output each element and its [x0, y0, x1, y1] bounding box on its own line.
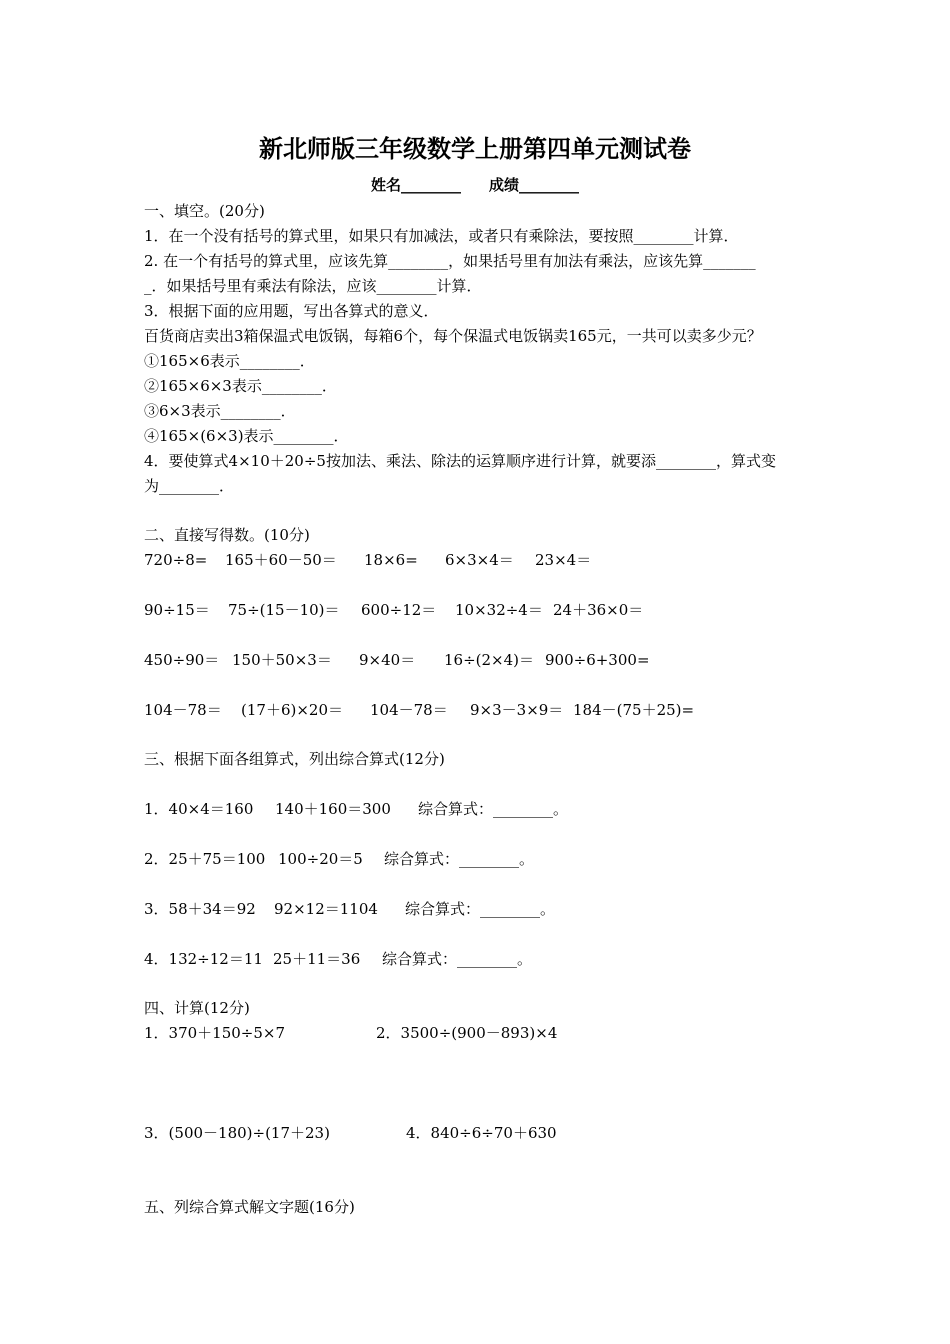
combined-step-2: 100÷20＝5 [278, 850, 363, 868]
combined-step-1: 3．58＋34＝92 [144, 900, 256, 918]
oral-calc: 9×40＝ [359, 651, 416, 669]
oral-calc: 90÷15＝ [144, 601, 210, 619]
section4-heading: 四、计算(12分) [144, 999, 250, 1017]
fill-question-1: 1．在一个没有括号的算式里，如果只有加减法，或者只有乘除法，要按照________计算． [144, 227, 739, 245]
combined-answer: 综合算式：________。 [382, 950, 533, 968]
oral-calc: 900÷6+300= [545, 651, 650, 669]
meaning-item-4: ④165×(6×3)表示________． [144, 427, 349, 445]
student-info [0, 175, 950, 195]
oral-calc: 18×6= [364, 551, 418, 569]
fill-question-2b: _．如果括号里有乘法有除法，应该________计算． [144, 277, 482, 295]
fill-question-4a: 4．要使算式4×10＋20÷5按加法、乘法、除法的运算顺序进行计算，就要添________，算式变 [144, 452, 776, 470]
oral-calc: 600÷12＝ [361, 601, 437, 619]
combined-answer: 综合算式：________。 [384, 850, 535, 868]
meaning-item-2: ②165×6×3表示________． [144, 377, 337, 395]
combined-answer: 综合算式：________。 [405, 900, 556, 918]
score-field: 成绩________ [489, 176, 580, 194]
oral-calc: 23×4＝ [535, 551, 592, 569]
combined-step-2: 140＋160＝300 [275, 800, 391, 818]
combined-answer: 综合算式：________。 [418, 800, 569, 818]
fill-question-4b: 为________． [144, 477, 235, 495]
page-title: 新北师版三年级数学上册第四单元测试卷 [259, 134, 691, 163]
oral-calc: 150＋50×3＝ [232, 651, 332, 669]
calc-problem: 1．370＋150÷5×7 [144, 1024, 286, 1042]
combined-step-1: 4．132÷12＝11 [144, 950, 263, 968]
word-problem: 百货商店卖出3箱保温式电饭锅，每箱6个，每个保温式电饭锅卖165元，一共可以卖多少元？ [144, 327, 762, 345]
combined-step-1: 1．40×4＝160 [144, 800, 254, 818]
combined-step-1: 2．25＋75＝100 [144, 850, 266, 868]
oral-calc: 104－78＝ [144, 701, 222, 719]
oral-calc: 184－(75＋25)= [573, 701, 695, 719]
oral-calc: 104－78＝ [370, 701, 448, 719]
name-field: 姓名________ [370, 176, 461, 194]
oral-calc: 16÷(2×4)＝ [444, 651, 535, 669]
calc-problem: 3．(500－180)÷(17＋23) [144, 1124, 330, 1142]
calc-problem: 4．840÷6÷70＋630 [406, 1124, 557, 1142]
oral-calc: (17＋6)×20＝ [241, 701, 343, 719]
meaning-item-1: ①165×6表示________． [144, 352, 315, 370]
oral-calc: 720÷8= [144, 551, 208, 569]
oral-calc: 24＋36×0＝ [553, 601, 644, 619]
fill-question-2a: 2. 在一个有括号的算式里，应该先算________，如果括号里有加法有乘法，应该先算_______ [144, 252, 756, 270]
section3-heading: 三、根据下面各组算式，列出综合算式(12分) [144, 750, 445, 768]
calc-problem: 2．3500÷(900－893)×4 [376, 1024, 558, 1042]
oral-calc: 6×3×4＝ [445, 551, 514, 569]
combined-step-2: 92×12＝1104 [274, 900, 378, 918]
combined-step-2: 25＋11＝36 [273, 950, 361, 968]
oral-calc: 9×3－3×9＝ [470, 701, 564, 719]
oral-calc: 450÷90＝ [144, 651, 220, 669]
section5-heading: 五、列综合算式解文字题(16分) [144, 1198, 355, 1216]
oral-calc: 165＋60－50＝ [225, 551, 337, 569]
oral-calc: 10×32÷4＝ [455, 601, 543, 619]
section1-heading: 一、填空。(20分) [144, 202, 265, 220]
fill-question-3: 3．根据下面的应用题，写出各算式的意义． [144, 302, 439, 320]
section2-heading: 二、直接写得数。(10分) [144, 526, 310, 544]
meaning-item-3: ③6×3表示________． [144, 402, 296, 420]
oral-calc: 75÷(15－10)＝ [228, 601, 340, 619]
